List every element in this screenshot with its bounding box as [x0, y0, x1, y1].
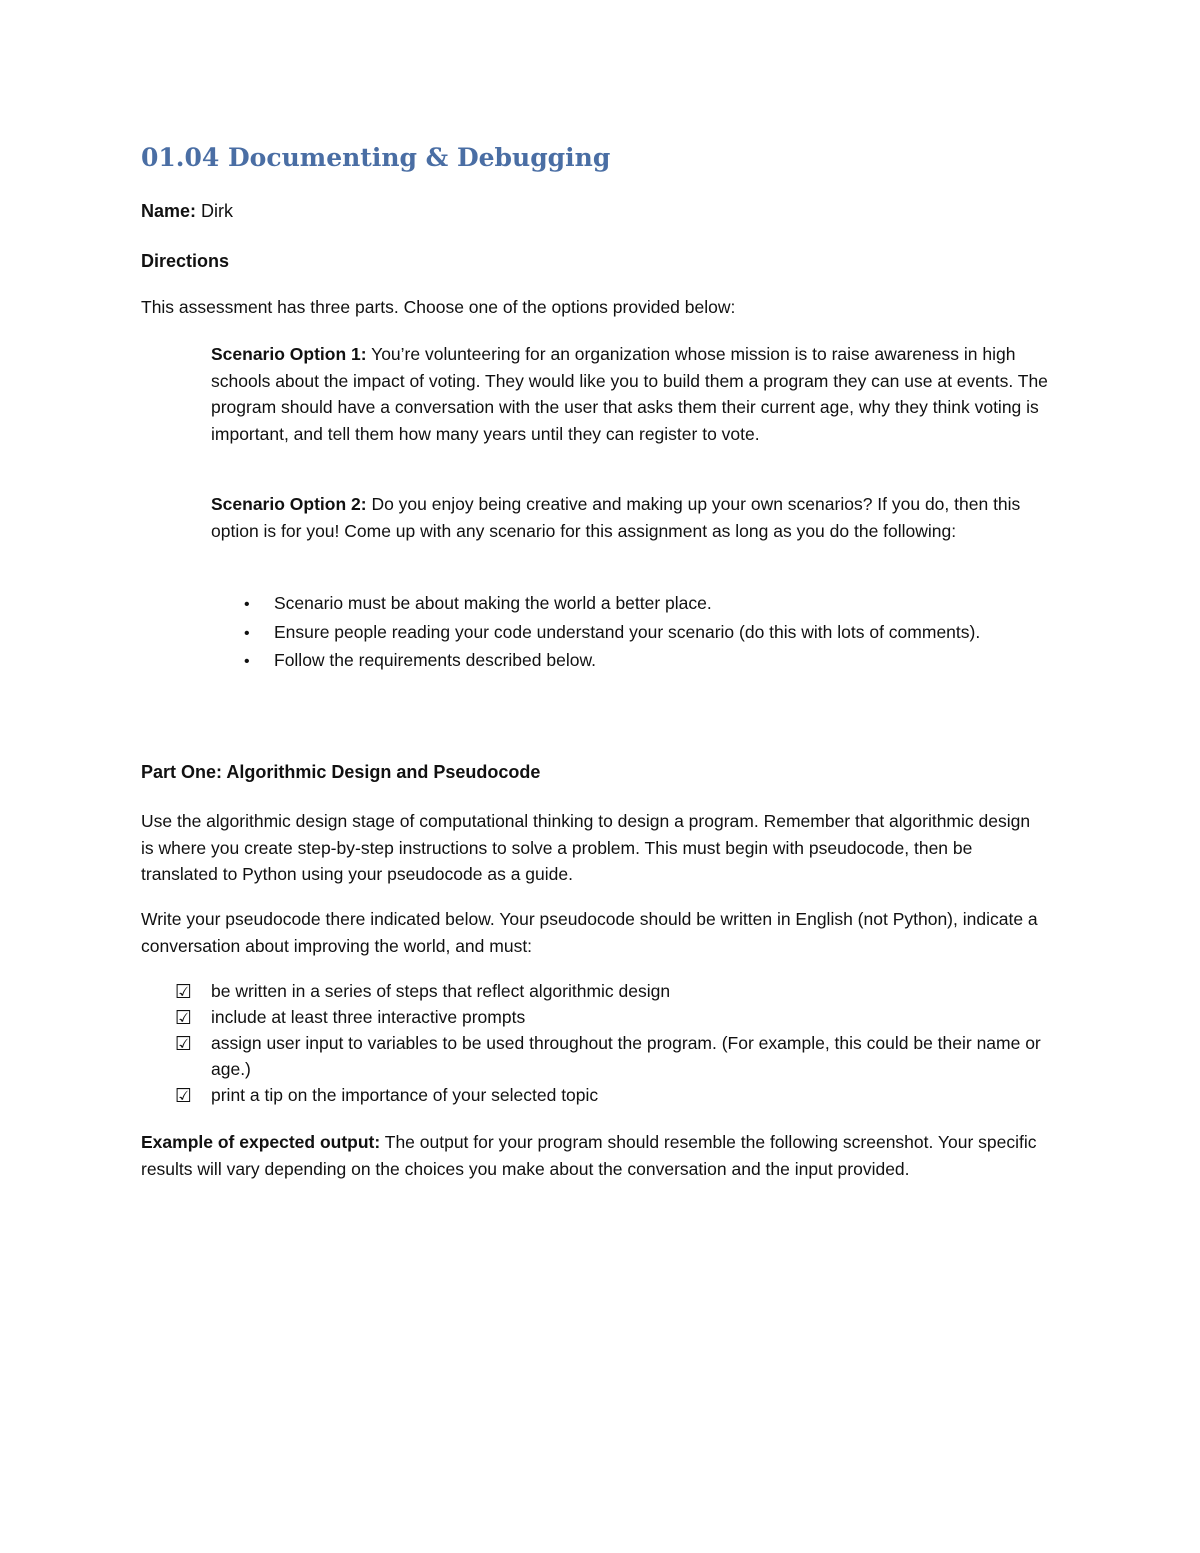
scenario-bullet-list	[211, 590, 1051, 676]
name-line	[141, 199, 233, 223]
requirements-checklist	[141, 978, 1051, 1108]
scenario-option-1-label: Scenario Option 1:	[211, 344, 367, 364]
intro-text: This assessment has three parts. Choose one of the options provided below:	[141, 297, 736, 317]
directions-heading: Directions	[141, 251, 230, 271]
checkbox-checked-icon: ☑	[175, 1007, 193, 1029]
list-item	[211, 619, 1051, 648]
checklist-text: be written in a series of steps that reflect algorithmic design	[211, 981, 671, 1001]
bullet-text: Scenario must be about making the world a better place.	[274, 593, 712, 613]
checklist-text: include at least three interactive prompts	[211, 1007, 526, 1027]
expected-output-label: Example of expected output:	[141, 1132, 381, 1152]
checklist-item	[141, 1030, 1051, 1082]
checklist-item	[141, 1004, 1051, 1030]
checklist-text: print a tip on the importance of your selected topic	[211, 1085, 599, 1105]
bullet-icon: •	[244, 653, 250, 670]
checklist-item	[141, 1082, 1051, 1108]
checkbox-checked-icon: ☑	[175, 1033, 193, 1055]
list-item	[211, 590, 1051, 619]
scenario-option-1-text: You’re volunteering for an organization whose mission is to raise awareness in high schools about the impact of voting. They would like you to build them a program they can use at events. The program should have a conversation with the user that asks them their current age, why they think voting is important, and tell them how many years until they can register to vote.	[211, 344, 1048, 444]
part-one-paragraph-2: Write your pseudocode there indicated below. Your pseudocode should be written in English (not Python), indicate a conversation about improving the world, and must:	[141, 909, 1038, 956]
part-one-heading: Part One: Algorithmic Design and Pseudocode	[141, 762, 541, 782]
expected-output-text: The output for your program should resemble the following screenshot. Your specific results will vary depending on the choices you make about the conversation and the input provided.	[141, 1132, 1037, 1179]
scenario-option-2-label: Scenario Option 2:	[211, 494, 367, 514]
checklist-text: assign user input to variables to be used throughout the program. (For example, this could be their name or age.)	[211, 1033, 1041, 1079]
bullet-text: Follow the requirements described below.	[274, 650, 596, 670]
document-page	[141, 138, 1051, 1179]
scenario-option-2	[211, 491, 1051, 544]
part-one-paragraph-1: Use the algorithmic design stage of computational thinking to design a program. Remember that algorithmic design is where you create step-by-step instructions to solve a problem. This must begin with pseudocode, then be translated to Python using your pseudocode as a guide.	[141, 811, 1031, 884]
checklist-item	[141, 978, 1051, 1004]
bullet-icon: •	[244, 596, 250, 613]
checkbox-checked-icon: ☑	[175, 981, 193, 1003]
scenario-option-2-text: Do you enjoy being creative and making up your own scenarios? If you do, then this option is for you! Come up with any scenario for this assignment as long as you do the following:	[211, 494, 1021, 541]
name-value: Dirk	[196, 201, 234, 221]
expected-output-paragraph	[141, 1129, 1041, 1182]
list-item	[211, 647, 1051, 676]
scenario-option-1	[211, 341, 1051, 447]
checkbox-checked-icon: ☑	[175, 1085, 193, 1107]
document-title: 01.04 Documenting & Debugging	[141, 143, 611, 172]
name-label: Name:	[141, 201, 197, 221]
bullet-icon: •	[244, 624, 250, 642]
bullet-text: Ensure people reading your code understand your scenario (do this with lots of comments).	[274, 621, 981, 642]
